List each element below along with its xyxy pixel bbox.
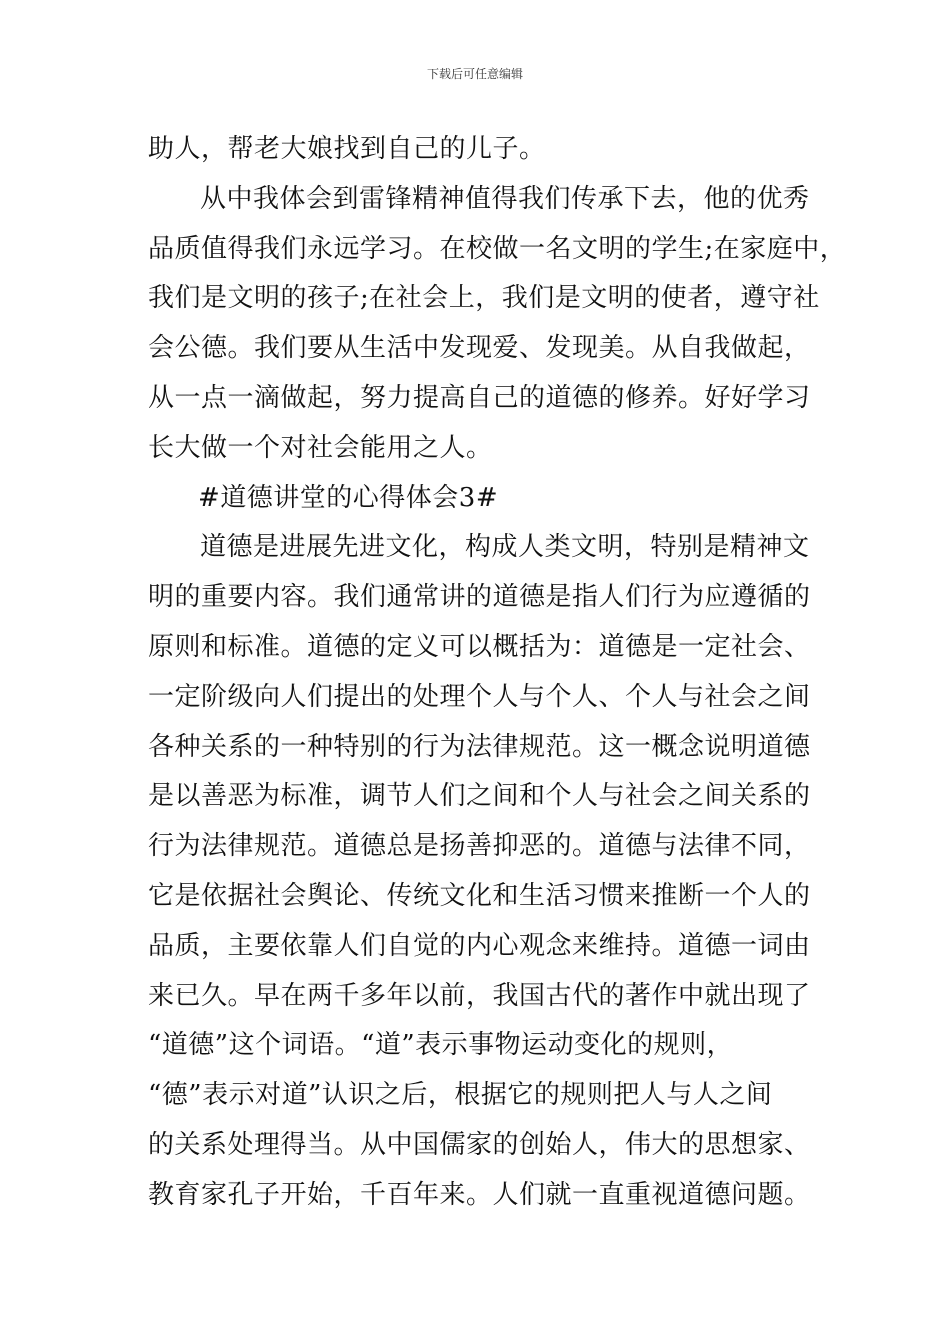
paragraph-first-line: 道德是进展先进文化，构成人类文明，特别是精神文 xyxy=(200,532,810,563)
text-line: 它是依据社会舆论、传统文化和生活习惯来推断一个人的 xyxy=(148,880,811,911)
text-line: 是以善恶为标准，调节人们之间和个人与社会之间关系的 xyxy=(148,781,811,812)
text-line: 教育家孔子开始，千百年来。人们就一直重视道德问题。 xyxy=(148,1179,811,1210)
text-line: 的关系处理得当。从中国儒家的创始人，伟大的思想家、 xyxy=(148,1129,811,1160)
page-header-note: 下载后可任意编辑 xyxy=(426,67,523,81)
text-line: 原则和标准。道德的定义可以概括为：道德是一定社会、 xyxy=(148,631,811,662)
text-line: 长大做一个对社会能用之人。 xyxy=(148,432,493,463)
text-line: 会公德。我们要从生活中发现爱、发现美。从自我做起， xyxy=(148,333,811,364)
text-line: 明的重要内容。我们通常讲的道德是指人们行为应遵循的 xyxy=(148,582,811,613)
paragraph-first-line: 从中我体会到雷锋精神值得我们传承下去，他的优秀 xyxy=(200,183,810,214)
text-line: 来已久。早在两千多年以前，我国古代的著作中就出现了 xyxy=(148,980,811,1011)
text-line: 品质，主要依靠人们自觉的内心观念来维持。道德一词由 xyxy=(148,930,811,961)
text-line: 行为法律规范。道德总是扬善抑恶的。道德与法律不同， xyxy=(148,831,811,862)
document-body xyxy=(148,125,847,1221)
text-line: 助人，帮老大娘找到自己的儿子。 xyxy=(148,134,546,164)
text-line: “德”表示对道”认识之后，根据它的规则把人与人之间 xyxy=(148,1080,773,1111)
text-line: “道德”这个词语。“道”表示事物运动变化的规则， xyxy=(148,1030,734,1061)
section-heading: #道德讲堂的心得体会3# xyxy=(198,482,499,513)
text-line: 品质值得我们永远学习。在校做一名文明的学生;在家庭中， xyxy=(148,233,847,264)
text-line: 我们是文明的孩子;在社会上，我们是文明的使者，遵守社 xyxy=(148,283,820,314)
text-line: 各种关系的一种特别的行为法律规范。这一概念说明道德 xyxy=(148,731,811,762)
text-line: 从一点一滴做起，努力提高自己的道德的修养。好好学习 xyxy=(148,382,811,413)
text-line: 一定阶级向人们提出的处理个人与个人、个人与社会之间 xyxy=(148,681,811,712)
